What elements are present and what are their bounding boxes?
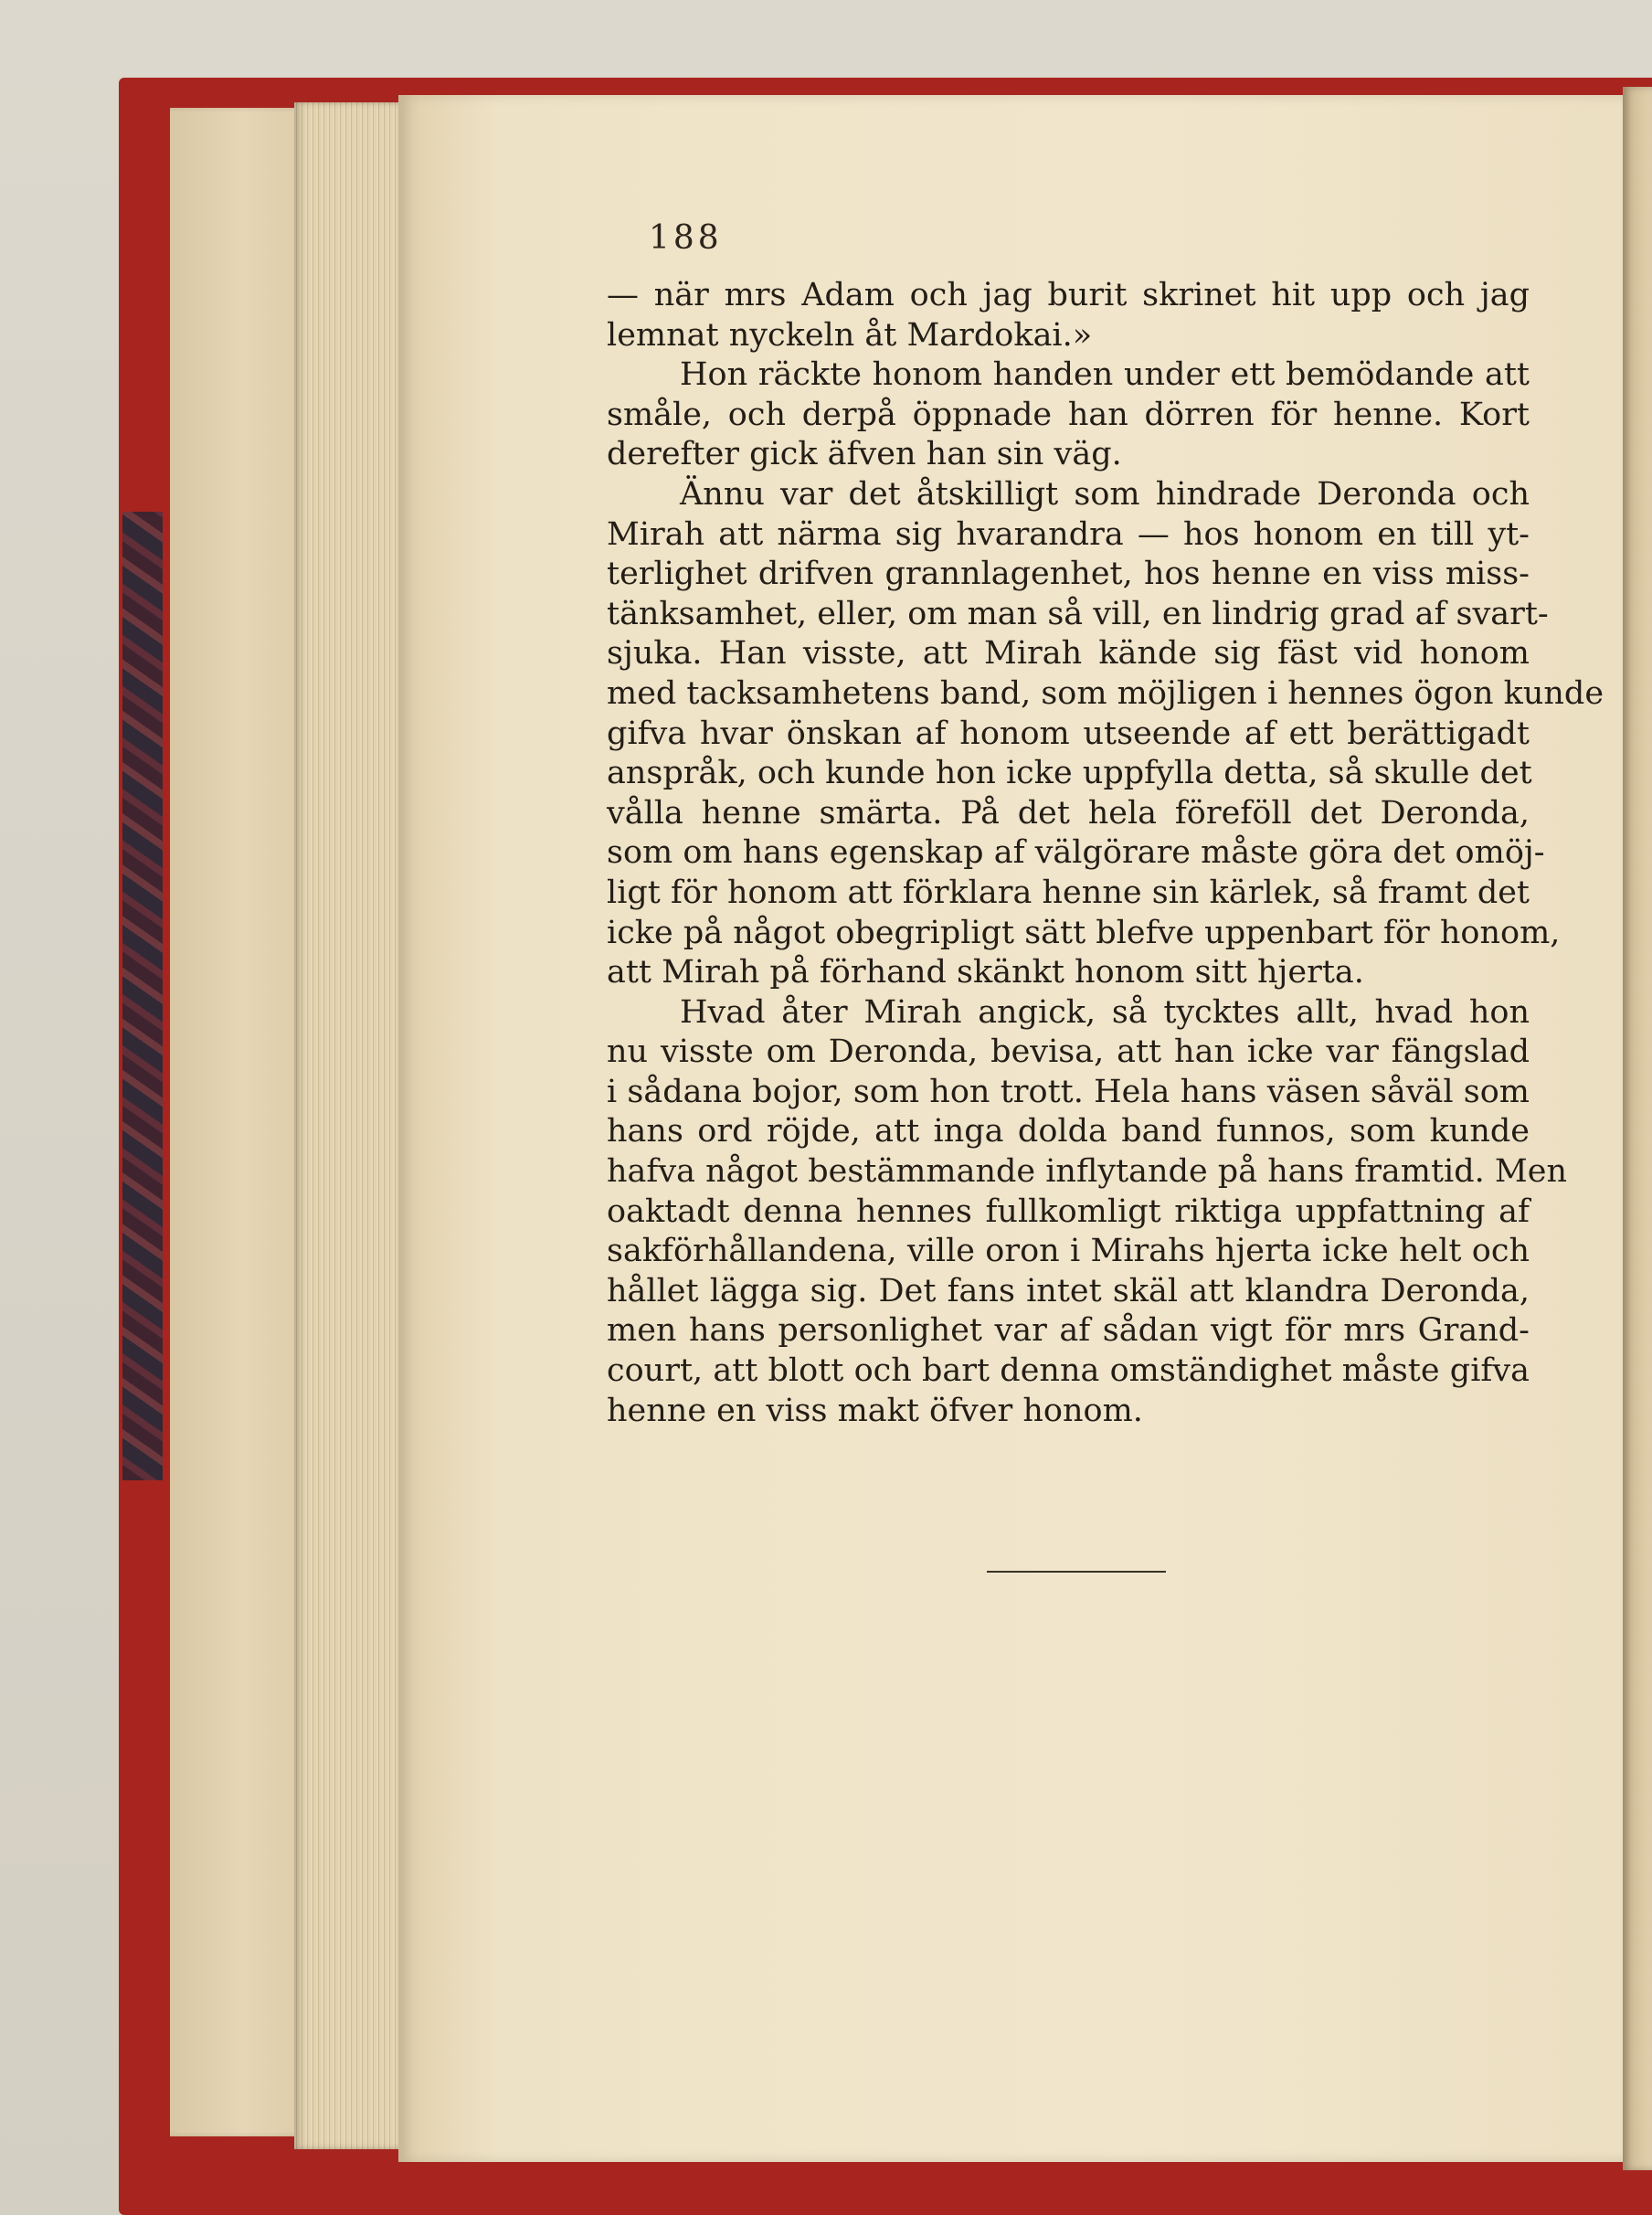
text-line: småle, och derpå öppnade han dörren för henne. Kort <box>607 396 1530 433</box>
text-line: sjuka. Han visste, att Mirah kände sig fäst vid honom <box>607 635 1530 673</box>
text-line: gifva hvar önskan af honom utseende af ett berättigadt <box>607 715 1530 752</box>
text-line: Mirah att närma sig hvarandra — hos honom en till yt- <box>607 515 1530 553</box>
text-line: nu visste om Deronda, bevisa, att han icke var fängslad <box>607 1033 1530 1071</box>
page-body-text <box>607 276 1604 1431</box>
text-line: Hvad åter Mirah angick, så tycktes allt, hvad hon <box>680 993 1530 1031</box>
text-line: lemnat nyckeln åt Mardokai.» <box>607 316 1093 354</box>
text-line: hållet lägga sig. Det fans intet skäl att klandra Deronda, <box>607 1272 1530 1309</box>
text-line: tänksamhet, eller, om man så vill, en lindrig grad af svart- <box>607 595 1549 632</box>
page-edges <box>294 102 404 2149</box>
text-line: derefter gick äfven han sin väg. <box>607 436 1122 473</box>
text-line: terlighet drifven grannlagenhet, hos henne en viss miss- <box>607 556 1530 593</box>
text-line: vålla henne smärta. På det hela föreföll det Deronda, <box>607 794 1530 832</box>
text-line: Hon räckte honom handen under ett bemödande att <box>680 356 1530 394</box>
text-line: hafva något bestämmande inflytande på hans framtid. Men <box>607 1153 1567 1191</box>
text-line: anspråk, och kunde hon icke uppfylla detta, så skulle det <box>607 755 1532 792</box>
text-line: oaktadt denna hennes fullkomligt riktiga uppfattning af <box>607 1192 1530 1230</box>
text-line: court, att blott och bart denna omständighet måste gifva <box>607 1352 1530 1390</box>
text-line: som om hans egenskap af välgörare måste göra det omöj- <box>607 834 1545 872</box>
text-line: henne en viss makt öfver honom. <box>607 1392 1143 1429</box>
marbled-spine <box>122 512 163 1480</box>
text-line: i sådana bojor, som hon trott. Hela hans väsen såväl som <box>607 1073 1530 1110</box>
text-line: med tacksamhetens band, som möjligen i hennes ögon kunde <box>607 674 1604 712</box>
text-line: — när mrs Adam och jag burit skrinet hit upp och jag <box>607 277 1530 313</box>
text-line: icke på något obegripligt sätt blefve uppenbart för honom, <box>607 914 1561 951</box>
text-line: att Mirah på förhand skänkt honom sitt hjerta. <box>607 954 1364 991</box>
section-end-rule <box>987 1571 1166 1573</box>
facing-page-edge <box>1623 87 1652 2170</box>
text-line: sakförhållandena, ville oron i Mirahs hjerta icke helt och <box>607 1233 1530 1270</box>
text-line: men hans personlighet var af sådan vigt för mrs Grand- <box>607 1312 1530 1350</box>
text-line: ligt för honom att förklara henne sin kärlek, så framt det <box>607 874 1530 911</box>
page-number: 188 <box>649 219 723 257</box>
text-line: hans ord röjde, att inga dolda band funnos, som kunde <box>607 1113 1530 1150</box>
text-line: Ännu var det åtskilligt som hindrade Deronda och <box>680 475 1530 513</box>
